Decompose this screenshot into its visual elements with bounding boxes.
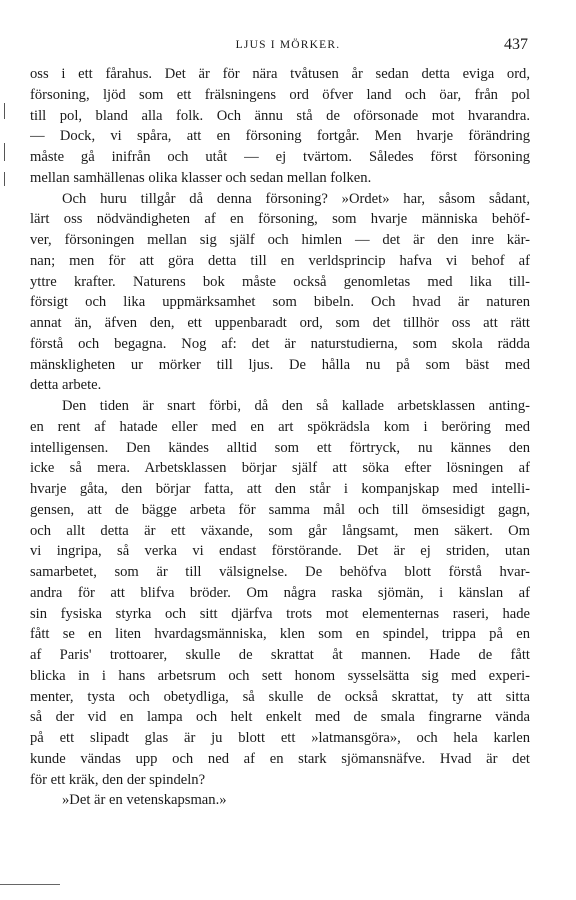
margin-mark bbox=[4, 103, 5, 119]
text-line: icke så mera. Arbetsklassen börjar själf att söka efter lösningen af bbox=[30, 460, 530, 477]
text-line: förstå och begagna. Nog af: det är naturstudierna, som skola rädda bbox=[30, 335, 530, 352]
text-line: »Det är en vetenskapsman.» bbox=[62, 792, 227, 809]
body-text bbox=[30, 64, 530, 811]
text-line: mellan samhällenas olika klasser och sedan mellan folken. bbox=[30, 169, 372, 186]
text-line: detta arbete. bbox=[30, 377, 102, 394]
text-line: mänskligheten ur mörker till ljus. De hålla nu på som bäst med bbox=[30, 356, 530, 373]
margin-mark bbox=[4, 143, 5, 161]
text-line: Den tiden är snart förbi, då den så kallade arbetsklassen anting- bbox=[62, 398, 530, 414]
text-line: vi ingripa, så verka vi endast förstörande. Det är ej striden, utan bbox=[30, 543, 530, 560]
text-line: för ett kräk, den der spindeln? bbox=[30, 771, 206, 788]
text-line: kunde vändas upp och ned af en stark sjömansnäfve. Hvad är det bbox=[30, 750, 530, 767]
text-line: ver, försoningen mellan sig själf och himlen — det är den inre kär- bbox=[30, 232, 530, 248]
text-line: gensen, att de bägge arbeta för samma mål och till ömsesidigt gagn, bbox=[30, 501, 530, 518]
margin-mark bbox=[4, 172, 5, 186]
text-line: måste gå inifrån och utåt — ej tvärtom. Således först försoning bbox=[30, 149, 530, 165]
text-line: sin fysiska styrka och sitt djärfva trots mot elementernas raseri, hade bbox=[30, 605, 530, 622]
text-line: Och huru tillgår då denna försoning? »Ordet» har, såsom sådant, bbox=[62, 190, 530, 207]
text-line: oss i ett fårahus. Det är för nära tvåtusen år sedan detta eviga ord, bbox=[30, 66, 530, 82]
text-line: annat än, äfven den, ett uppenbaradt ord, som det tillhör oss att rätt bbox=[30, 315, 530, 331]
text-line: nan; men för att göra detta till en verldsprincip hafva vi behof af bbox=[30, 252, 530, 269]
text-line: fått se en liten hvardagsmänniska, klen som en spindel, trippa på en bbox=[30, 626, 530, 643]
text-line: lärt oss nödvändigheten af en försoning, som hvarje människa behöf- bbox=[30, 211, 530, 228]
text-line: — Dock, vi spåra, att en försoning fortgår. Men hvarje förändring bbox=[30, 128, 530, 145]
text-line: yttre krafter. Naturens bok måste också genomletas med lika till- bbox=[30, 273, 530, 290]
footer-rule bbox=[0, 884, 60, 885]
text-line: på ett slipadt glas är ju blott ett »latmansgöra», och hela karlen bbox=[30, 730, 530, 746]
text-line: en rent af hatade eller med en art spökrädsla kom i beröring med bbox=[30, 418, 530, 435]
text-line: menter, tysta och obetydliga, så skulle de också skrattat, ty att sitta bbox=[30, 688, 530, 705]
page-number: 437 bbox=[504, 36, 528, 53]
running-title: LJUS I MÖRKER. bbox=[235, 39, 341, 51]
text-line: så der vid en lampa och helt enkelt med de smala fingrarne vända bbox=[30, 709, 530, 726]
running-head bbox=[0, 36, 576, 56]
text-line: försigt och lika uppmärksamhet som bibeln. Och hvad är naturen bbox=[30, 294, 530, 311]
text-line: till pol, bland alla folk. Och ännu stå de oförsonade mot hvarandra. bbox=[30, 107, 530, 124]
text-line: samarbetet, som är till välsignelse. De behöfva blott förstå hvar- bbox=[30, 564, 530, 580]
text-line: af Paris' trottoarer, skulle de skrattat åt mannen. Hade de fått bbox=[30, 647, 530, 663]
text-line: försoning, ljöd som ett frälsningens ord öfver land och öar, från pol bbox=[30, 86, 530, 103]
text-line: blicka in i hans arbetsrum och sett honom sysselsätta sig med experi- bbox=[30, 667, 530, 684]
text-line: intelligensen. Den kändes alltid som ett förtryck, nu kännes den bbox=[30, 439, 530, 456]
text-line: hvarje gåta, den börjar fatta, att den står i kompanjskap med intelli- bbox=[30, 481, 530, 497]
text-line: och allt detta är ett växande, som går långsamt, men säkert. Om bbox=[30, 522, 530, 539]
text-line: andra för att blifva bröder. Om några raska sjömän, i känslan af bbox=[30, 584, 530, 601]
